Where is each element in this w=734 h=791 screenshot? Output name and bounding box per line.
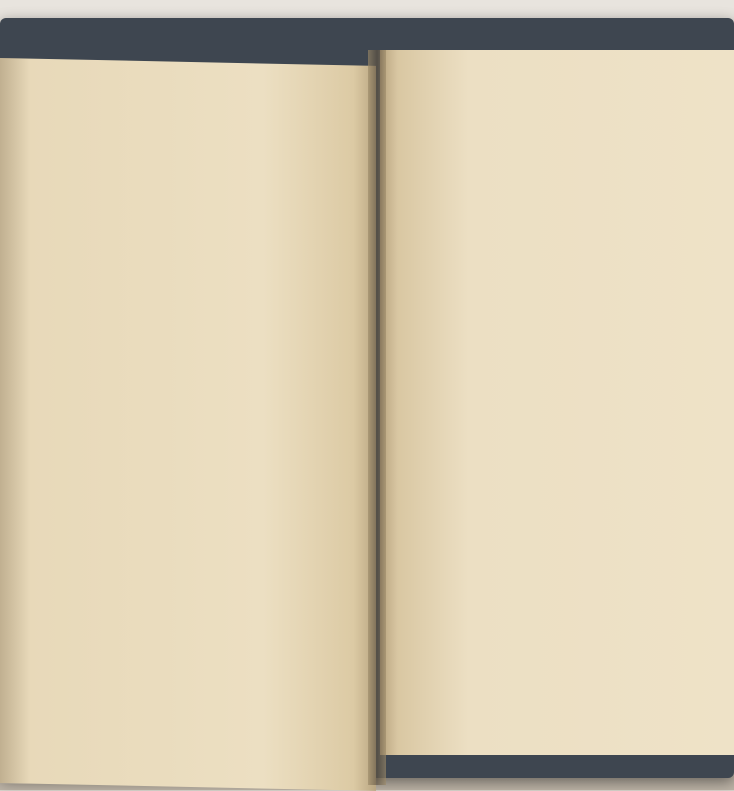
notes-heading xyxy=(18,129,344,136)
right-page xyxy=(380,50,734,755)
left-toc xyxy=(18,120,344,136)
book-gutter xyxy=(368,50,386,785)
notes-list xyxy=(18,129,344,136)
left-page xyxy=(0,58,376,791)
pages-label xyxy=(18,120,344,127)
left-sections xyxy=(18,120,344,127)
left-pre-list xyxy=(18,120,344,127)
right-toc xyxy=(420,110,720,119)
